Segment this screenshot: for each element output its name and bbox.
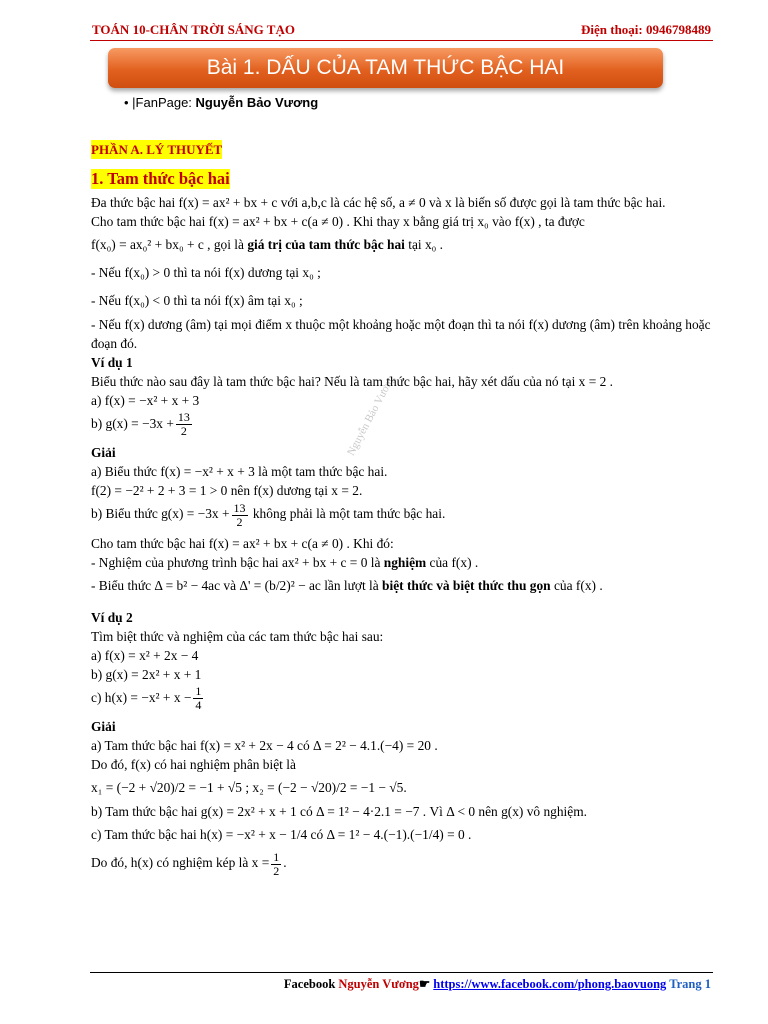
discriminant-text: - Biểu thức Δ = b² − 4ac và Δ' = (b/2)² − ac lần lượt là — [91, 577, 383, 593]
footer-divider — [90, 972, 713, 973]
fraction — [193, 685, 203, 712]
solution-2-a1: a) Tam thức bậc hai f(x) = x² + 2x − 4 có Δ = 2² − 4.1.(−4) = 20 . — [91, 738, 438, 754]
root-term: nghiệm — [383, 554, 427, 570]
example-2-a: a) f(x) = x² + 2x − 4 — [91, 647, 199, 663]
solution-2-c2: Do đó, h(x) có nghiệm kép là x = $\frac{1}{2}$ . — [91, 849, 287, 878]
fraction — [176, 411, 192, 438]
solution-1-b-tail: không phải là một tam thức bậc hai. — [249, 506, 446, 522]
root-definition-text: - Nghiệm của phương trình bậc hai ax² + bx + c = 0 là — [91, 554, 384, 570]
fanpage-name: Nguyễn Bảo Vương — [195, 95, 319, 110]
fraction-denominator: 2 — [236, 514, 243, 529]
solution-2-c: c) Tam thức bậc hai h(x) = −x² + x − 1/4 có Δ = 1² − 4.(−1).(−1/4) = 0 . — [91, 827, 472, 843]
footer — [284, 976, 711, 992]
header-phone: Điện thoại: 0946798489 — [581, 22, 711, 37]
example-2-c — [91, 684, 713, 712]
root-definition — [91, 553, 713, 572]
fraction — [271, 851, 281, 878]
value-paragraph-2 — [91, 231, 713, 259]
example-2-label: Ví dụ 2 — [91, 609, 133, 625]
facebook-link[interactable]: https://www.facebook.com/phong.baovuong — [433, 977, 667, 991]
header-book-title: TOÁN 10-CHÂN TRỜI SÁNG TẠO — [92, 22, 295, 37]
example-1-b-expr: b) g(x) = −3x + — [91, 416, 174, 431]
page-number: Trang 1 — [666, 977, 711, 991]
value-paragraph-1: Cho tam thức bậc hai f(x) = ax² + bx + c(a ≠ 0) . Khi thay x bằng giá trị x₀ vào f(x) , ta được — [91, 214, 585, 229]
example-2-c-expr: c) h(x) = −x² + x − — [91, 689, 192, 705]
lesson-content — [91, 140, 713, 878]
solution-2-b: b) Tam thức bậc hai g(x) = 2x² + x + 1 có Δ = 1² − 4·2.1 = −7 . Vì Δ < 0 nên g(x) vô nghiệm. — [91, 804, 587, 820]
footer-label: Facebook — [283, 977, 339, 991]
positive-rule: - Nếu f(x₀) > 0 thì ta nói f(x) dương tại x₀ ; — [91, 265, 321, 280]
fraction-denominator: 2 — [180, 424, 187, 439]
solution-label: Giải — [91, 445, 116, 461]
solution-2-c2-expr: Do đó, h(x) có nghiệm kép là x = — [91, 855, 270, 871]
solution-1-a1: a) Biểu thức f(x) = −x² + x + 3 là một tam thức bậc hai. — [91, 464, 388, 480]
fraction-numerator: 13 — [233, 500, 246, 515]
discriminant-tail: của f(x) . — [550, 577, 603, 593]
example-2-question: Tìm biệt thức và nghiệm của các tam thức bậc hai sau: — [91, 628, 384, 644]
value-expression: f(x₀) = ax₀² + bx₀ + c , gọi là — [91, 237, 248, 252]
example-2-title — [91, 608, 713, 627]
solution-1-b — [91, 500, 713, 528]
fraction-numerator: 1 — [195, 684, 202, 699]
solution-2-a2: Do đó, f(x) có hai nghiệm phân biệt là — [91, 757, 296, 773]
fraction-numerator: 13 — [177, 410, 190, 425]
example-1-question: Biểu thức nào sau đây là tam thức bậc hai? Nếu là tam thức bậc hai, hãy xét dấu của nó tại x = 2 . — [91, 374, 613, 389]
lesson-title-banner — [108, 48, 663, 88]
solution-2-title — [91, 717, 713, 736]
solution-2-a3: x₁ = (−2 + √20)/2 = −1 + √5 ; x₂ = (−2 − √20)/2 = −1 − √5. — [91, 780, 407, 796]
fanpage-line — [124, 95, 318, 110]
header-divider — [90, 40, 713, 41]
solution-1-a2: f(2) = −2² + 2 + 3 = 1 > 0 nên f(x) dương tại x = 2. — [91, 483, 363, 499]
interval-rule: - Nếu f(x) dương (âm) tại mọi điểm x thuộc một khoảng hoặc một đoạn thì ta nói f(x) dương (âm) trên khoảng hoặc đoạn đó. — [91, 317, 711, 351]
footer-author: Nguyễn Vương — [338, 977, 419, 991]
example-2-b: b) g(x) = 2x² + x + 1 — [91, 666, 202, 682]
example-1-b — [91, 410, 713, 438]
discriminant-term: biệt thức và biệt thức thu gọn — [382, 577, 551, 593]
fraction-numerator: 1 — [273, 849, 280, 864]
definition-paragraph: Đa thức bậc hai f(x) = ax² + bx + c với a,b,c là các hệ số, a ≠ 0 và x là biến số được gọi là tam thức bậc hai. — [91, 195, 666, 210]
value-term: giá trị của tam thức bậc hai — [247, 237, 405, 252]
value-tail: tại x₀ . — [404, 237, 444, 252]
fraction-denominator: 2 — [273, 863, 280, 878]
lesson-title: Bài 1. DẤU CỦA TAM THỨC BẬC HAI — [206, 56, 565, 79]
fraction-denominator: 4 — [195, 698, 202, 713]
watermark-text: Nguyễn Bảo Vương — [345, 373, 398, 458]
fraction — [232, 502, 248, 529]
pointing-hand-icon: ☛ — [418, 977, 434, 991]
fanpage-prefix: • |FanPage: — [124, 95, 196, 110]
solution-1-title — [91, 443, 713, 462]
discriminant-intro: Cho tam thức bậc hai f(x) = ax² + bx + c(a ≠ 0) . Khi đó: — [91, 535, 394, 551]
section-heading: PHẦN A. LÝ THUYẾT — [91, 142, 223, 157]
solution-label: Giải — [91, 719, 116, 735]
example-1-title — [91, 353, 713, 372]
root-definition-tail: của f(x) . — [426, 554, 479, 570]
discriminant-definition — [91, 572, 713, 600]
negative-rule: - Nếu f(x₀) < 0 thì ta nói f(x) âm tại x₀ ; — [91, 293, 303, 308]
example-1-label: Ví dụ 1 — [91, 355, 133, 370]
subsection-heading: 1. Tam thức bậc hai — [91, 169, 230, 188]
example-1-a: a) f(x) = −x² + x + 3 — [91, 393, 200, 408]
solution-1-b-expr: b) Biểu thức g(x) = −3x + — [91, 506, 230, 522]
